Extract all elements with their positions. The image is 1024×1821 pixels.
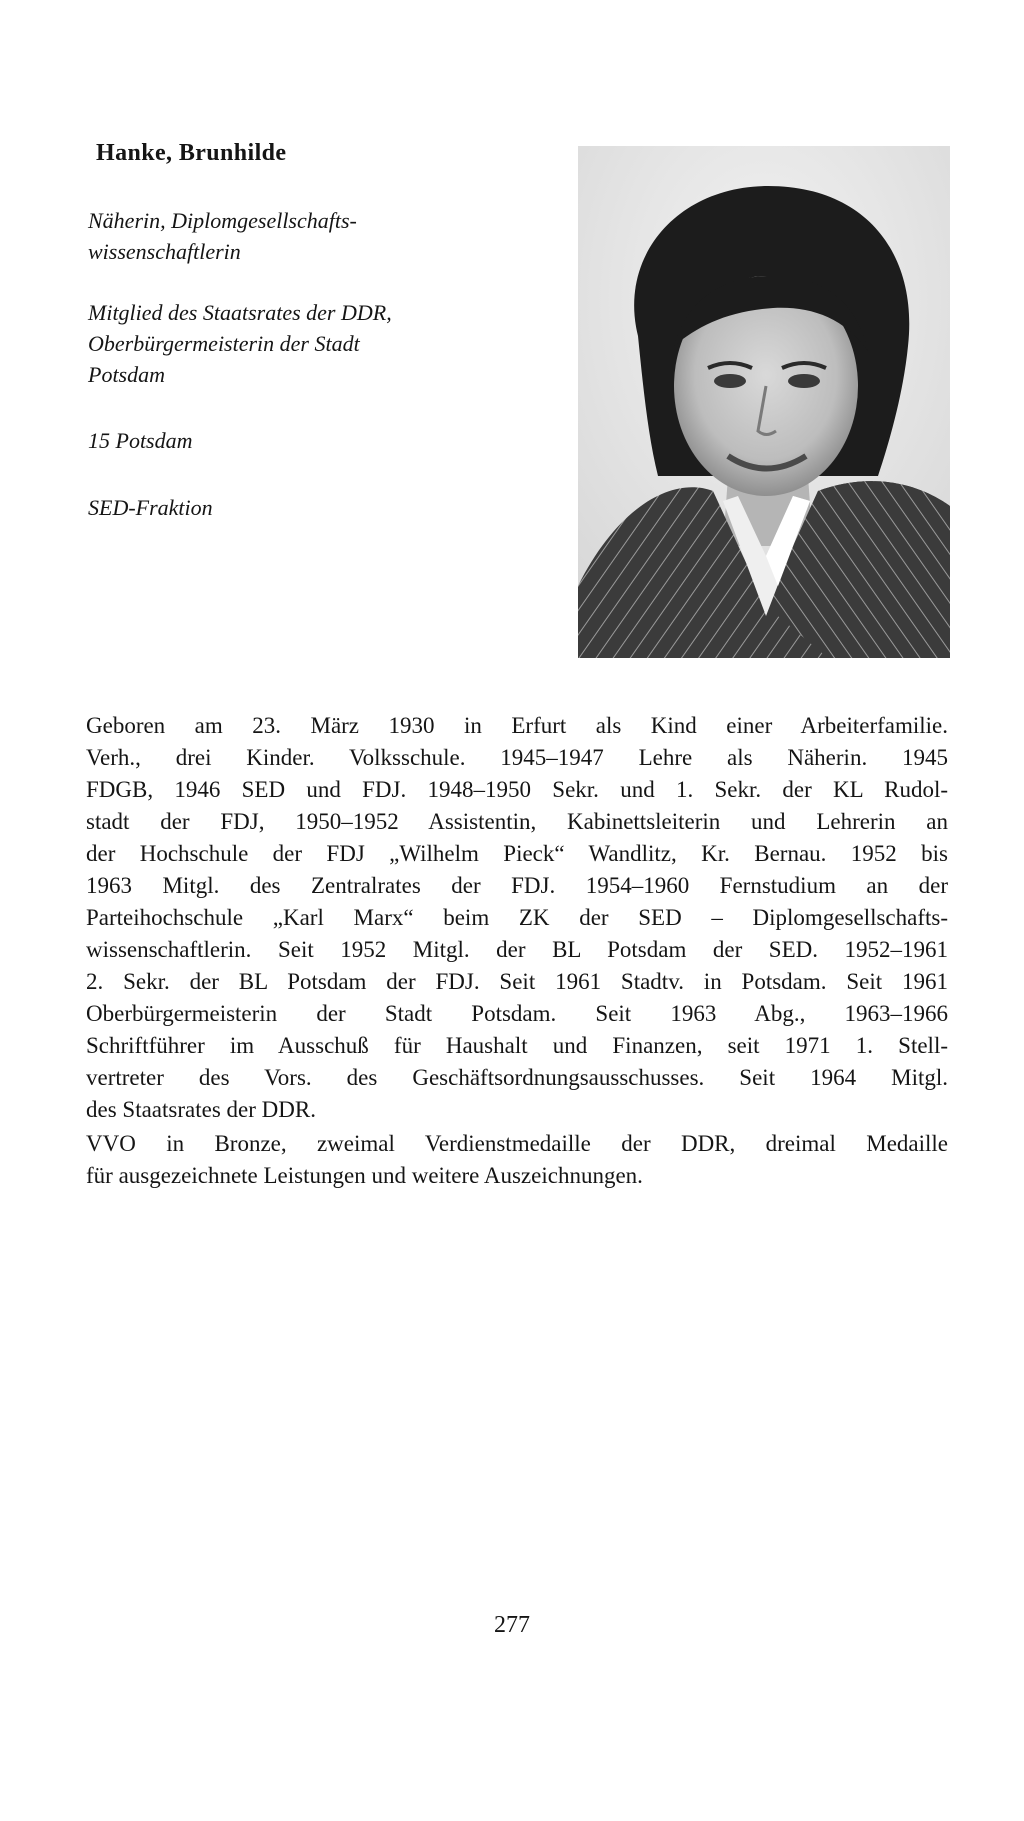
biography-line: wissenschaftlerin. Seit 1952 Mitgl. der BL Potsdam der SED. 1952–1961 [86,937,948,962]
biography-line: der Hochschule der FDJ „Wilhelm Pieck“ Wandlitz, Kr. Bernau. 1952 bis [86,841,948,866]
entry-faction: SED-Fraktion [88,495,213,520]
profession-line: wissenschaftlerin [88,239,241,264]
portrait-photo [578,146,950,658]
awards-line: VVO in Bronze, zweimal Verdienstmedaille der DDR, dreimal Medaille [86,1131,948,1156]
entry-name: Hanke, Brunhilde [96,140,287,166]
awards-text [86,1128,948,1192]
entry-profession [88,205,558,267]
biography-line: Schriftführer im Ausschuß für Haushalt und Finanzen, seit 1971 1. Stell- [86,1033,948,1058]
biography-line: Oberbürgermeisterin der Stadt Potsdam. Seit 1963 Abg., 1963–1966 [86,1001,948,1026]
profession-line: Näherin, Diplomgesellschafts- [88,208,357,233]
page-number: 277 [494,1612,530,1638]
biography-line: 1963 Mitgl. des Zentralrates der FDJ. 1954–1960 Fernstudium an der [86,873,948,898]
office-line: Potsdam [88,362,165,387]
biography-line: Geboren am 23. März 1930 in Erfurt als Kind einer Arbeiterfamilie. [86,713,948,738]
biography-line: vertreter des Vors. des Geschäftsordnungsausschusses. Seit 1964 Mitgl. [86,1065,948,1090]
biography-line: stadt der FDJ, 1950–1952 Assistentin, Kabinettsleiterin und Lehrerin an [86,809,948,834]
biography-line: 2. Sekr. der BL Potsdam der FDJ. Seit 1961 Stadtv. in Potsdam. Seit 1961 [86,969,948,994]
awards-line: für ausgezeichnete Leistungen und weitere Auszeichnungen. [86,1163,643,1188]
biography-text [86,710,948,1126]
entry-district: 15 Potsdam [88,428,193,453]
biography-line: Parteihochschule „Karl Marx“ beim ZK der SED – Diplomgesellschafts- [86,905,948,930]
biography-line: FDGB, 1946 SED und FDJ. 1948–1950 Sekr. und 1. Sekr. der KL Rudol- [86,777,948,802]
biography-line: des Staatsrates der DDR. [86,1097,316,1122]
office-line: Oberbürgermeisterin der Stadt [88,331,360,356]
biography-line: Verh., drei Kinder. Volksschule. 1945–1947 Lehre als Näherin. 1945 [86,745,948,770]
office-line: Mitglied des Staatsrates der DDR, [88,300,392,325]
entry-office [88,297,558,390]
